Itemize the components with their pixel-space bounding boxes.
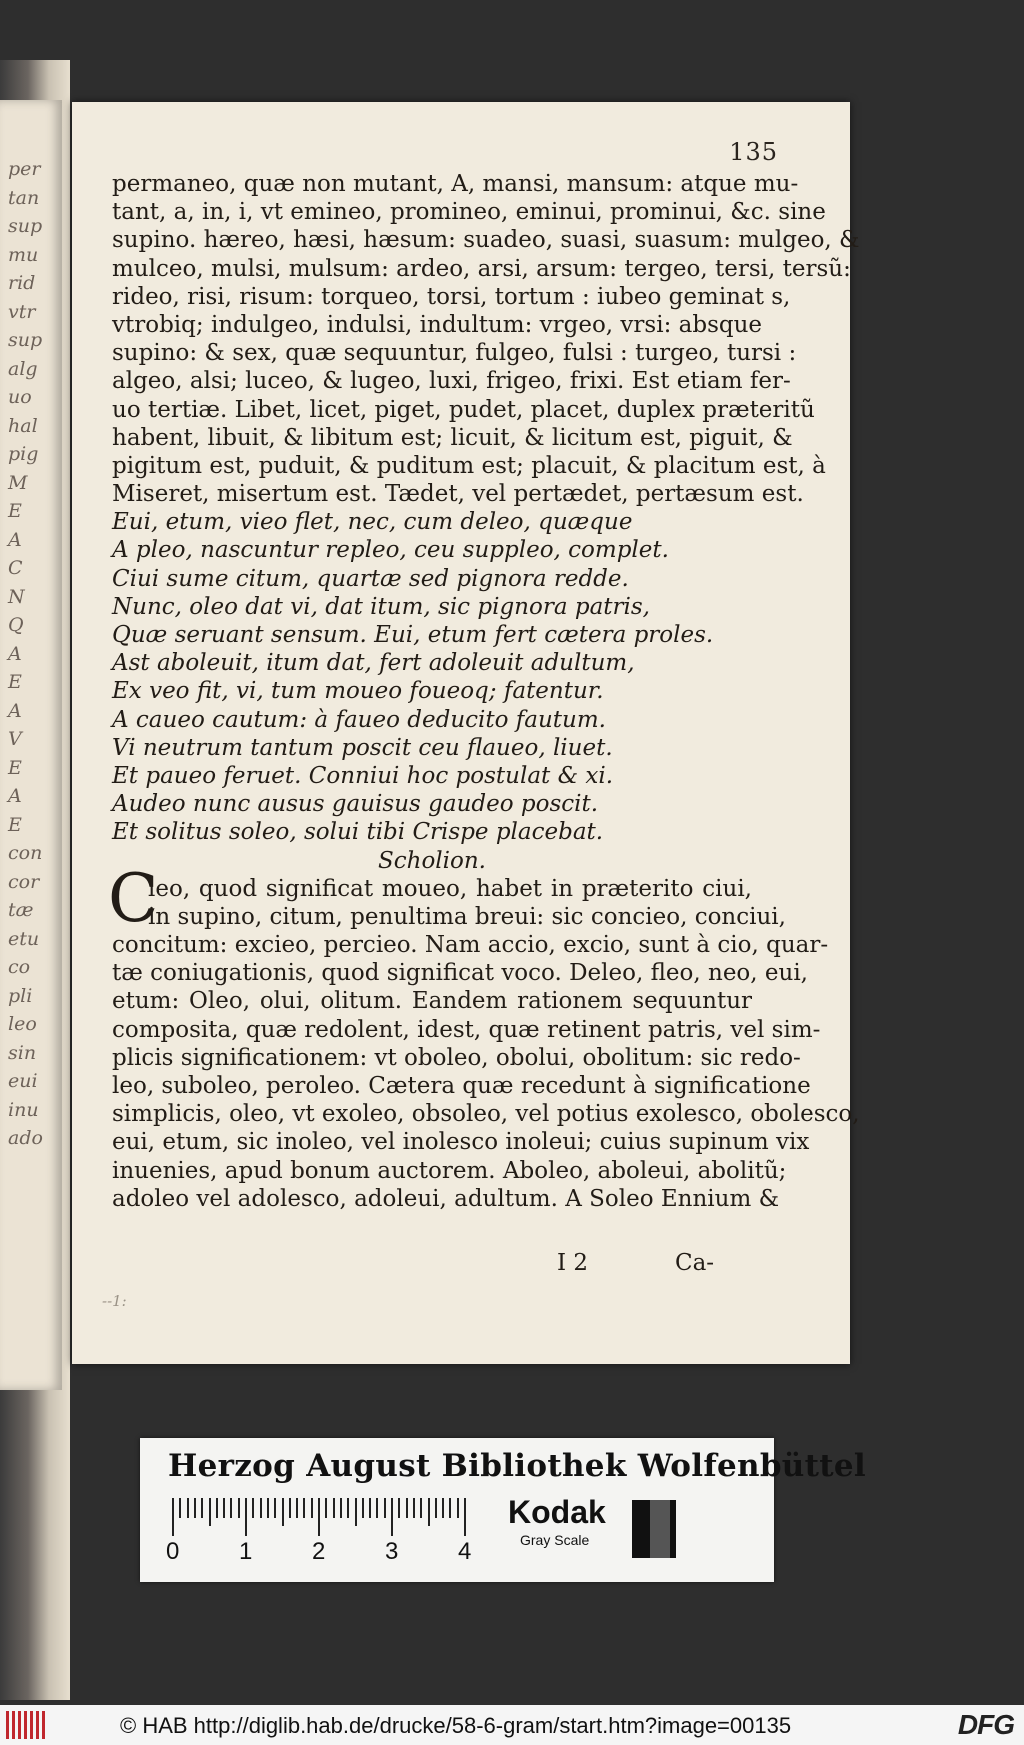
ruler-tick <box>376 1498 378 1518</box>
text-line: Nunc, oleo dat vi, dat itum, sic pignora patris, <box>112 593 650 620</box>
text-line: Et solitus soleo, solui tibi Crispe placebat. <box>112 819 604 846</box>
left-page-text-fragment: tæ <box>8 899 34 921</box>
ruler-tick <box>398 1498 400 1518</box>
ruler-tick <box>274 1498 276 1518</box>
left-page-text-fragment: M <box>8 471 28 494</box>
text-line: mulceo, mulsi, mulsum: ardeo, arsi, arsum: tergeo, tersi, tersũ: <box>112 255 851 282</box>
logo-stripe <box>24 1711 27 1739</box>
ruler-tick <box>201 1498 203 1518</box>
text-line: A pleo, nascuntur repleo, ceu suppleo, complet. <box>112 537 669 564</box>
left-page-text-fragment: hal <box>8 414 38 437</box>
left-page-text-fragment: V <box>8 728 22 750</box>
left-page-text-fragment: eui <box>8 1070 38 1092</box>
text-line: supino: & sex, quæ sequuntur, fulgeo, fulsi : turgeo, tursi : <box>112 340 797 367</box>
text-line: adoleo vel adolesco, adoleui, adultum. A Soleo Ennium & <box>112 1185 780 1212</box>
left-page-text-fragment: pli <box>8 984 33 1007</box>
ruler-tick <box>384 1498 386 1518</box>
left-page-text-fragment: sup <box>8 215 43 237</box>
logo-stripe <box>36 1711 39 1739</box>
ruler-tick <box>464 1498 466 1536</box>
calibration-strip <box>140 1438 866 1582</box>
ruler-tick <box>362 1498 364 1518</box>
pencil-mark: --1: <box>102 1292 127 1310</box>
text-line: in supino, citum, penultima breui: sic concieo, conciui, <box>148 903 786 930</box>
ruler-tick <box>209 1498 211 1526</box>
page-number: 135 <box>729 138 778 166</box>
ruler-tick <box>289 1498 291 1518</box>
ruler-tick <box>194 1498 196 1518</box>
left-page-text-fragment: E <box>8 813 22 836</box>
ruler-number: 0 <box>166 1538 180 1565</box>
text-line: rideo, risi, risum: torqueo, torsi, tortum : iubeo geminat s, <box>112 283 791 310</box>
text-line: Quæ seruant sensum. Eui, etum fert cætera proles. <box>112 622 714 648</box>
ruler-tick <box>428 1498 430 1526</box>
left-page-text-fragment: A <box>8 699 22 722</box>
section-heading: Scholion. <box>378 847 486 874</box>
left-page-text-fragment: inu <box>8 1098 39 1121</box>
left-page-text-fragment: E <box>8 756 22 779</box>
left-page-text-fragment: mu <box>8 243 39 266</box>
ruler-tick <box>449 1498 451 1518</box>
left-page-text-fragment: A <box>8 642 22 665</box>
left-page-text-fragment: vtr <box>8 300 36 323</box>
ruler-tick <box>238 1498 240 1518</box>
drop-cap: C <box>108 859 159 937</box>
hab-logo-icon <box>6 1711 48 1739</box>
left-page-text-fragment: cor <box>8 870 40 893</box>
signature-mark: I 2 <box>557 1250 589 1276</box>
left-page-text-fragment: ado <box>8 1127 43 1149</box>
left-page-text-fragment: etu <box>8 927 40 950</box>
gray-scale-label: Gray Scale <box>520 1532 590 1548</box>
ruler-tick <box>347 1498 349 1518</box>
left-page-text-fragment: per <box>8 158 41 180</box>
ruler-tick <box>260 1498 262 1518</box>
text-line: uo tertiæ. Libet, licet, piget, pudet, placet, duplex præteritũ <box>112 396 815 423</box>
ruler-tick <box>245 1498 247 1536</box>
text-line: Ciui sume citum, quartæ sed pignora redde. <box>112 565 629 592</box>
ruler-number: 1 <box>239 1538 253 1565</box>
ruler-number: 4 <box>458 1538 472 1565</box>
ruler-tick <box>296 1498 298 1518</box>
ruler-tick <box>333 1498 335 1518</box>
book-page <box>72 102 860 1364</box>
left-page-text-fragment: pig <box>8 443 39 465</box>
ruler-tick <box>420 1498 422 1518</box>
text-line: habent, libuit, & libitum est; licuit, & licitum est, piguit, & <box>112 424 793 451</box>
left-page-text-fragment: co <box>8 956 31 978</box>
text-line: tæ coniugationis, quod significat voco. Deleo, fleo, neo, eui, <box>112 960 808 987</box>
ruler-tick <box>267 1498 269 1518</box>
text-line: permaneo, quæ non mutant, A, mansi, mansum: atque mu- <box>112 171 799 197</box>
ruler-tick <box>187 1498 189 1518</box>
ruler <box>172 1498 472 1536</box>
left-page-text-fragment: Q <box>8 614 24 636</box>
library-name: Herzog August Bibliothek Wolfenbüttel <box>168 1448 866 1484</box>
kodak-logo: Kodak <box>508 1494 606 1530</box>
ruler-tick <box>406 1498 408 1518</box>
ruler-tick <box>355 1498 357 1526</box>
ruler-tick <box>340 1498 342 1518</box>
left-page-text-fragment: A <box>8 528 22 551</box>
ruler-tick <box>172 1498 174 1536</box>
ruler-number: 3 <box>385 1538 399 1565</box>
ruler-tick <box>325 1498 327 1518</box>
left-page-text-fragment: uo <box>8 386 32 408</box>
text-line: etum: Oleo, olui, olitum. Eandem rationem sequuntur <box>112 988 752 1015</box>
catchword: Ca- <box>675 1250 715 1276</box>
text-line: Miseret, misertum est. Tædet, vel pertædet, pertæsum est. <box>112 481 804 508</box>
ruler-tick <box>223 1498 225 1518</box>
text-line: Ast aboleuit, itum dat, fert adoleuit adultum, <box>112 650 635 677</box>
logo-stripe <box>30 1711 33 1739</box>
text-line: inuenies, apud bonum auctorem. Aboleo, aboleui, abolitũ; <box>112 1157 787 1184</box>
left-page-text-fragment: N <box>8 585 25 608</box>
text-line: Et paueo feruet. Conniui hoc postulat & xi. <box>112 762 614 789</box>
ruler-tick <box>413 1498 415 1518</box>
text-line: concitum: excieo, percieo. Nam accio, excio, sunt à cio, quar- <box>112 932 829 959</box>
logo-stripe <box>6 1711 9 1739</box>
ruler-tick <box>391 1498 393 1536</box>
text-line: Eui, etum, vieo flet, nec, cum deleo, quæque <box>112 509 633 536</box>
text-line: composita, quæ redolent, idest, quæ retinent patris, vel sim- <box>112 1016 821 1043</box>
logo-stripe <box>42 1711 45 1739</box>
ruler-tick <box>179 1498 181 1518</box>
text-line: algeo, alsi; luceo, & lugeo, luxi, frigeo, frixi. Est etiam fer- <box>112 368 791 395</box>
left-page-text-fragment: C <box>8 557 23 579</box>
left-page-text-fragment: A <box>8 785 22 807</box>
left-page-text-fragment: E <box>8 500 22 522</box>
text-line-content: leo, quod significat moueo, habet in præterito ciui, <box>148 875 752 902</box>
text-line: leo, suboleo, peroleo. Cætera quæ recedunt à significatione <box>112 1073 811 1099</box>
ruler-tick <box>369 1498 371 1518</box>
left-page-text-fragment: leo <box>8 1013 37 1035</box>
viewer-footer <box>0 1705 1024 1745</box>
gray-patch-mid <box>650 1500 670 1558</box>
ruler-tick <box>282 1498 284 1526</box>
left-page-text-fragment: con <box>8 842 43 864</box>
left-page-text-fragment: tan <box>8 186 40 209</box>
ruler-tick <box>442 1498 444 1518</box>
text-line: simplicis, oleo, vt exoleo, obsoleo, vel potius exolesco, obolesco, <box>112 1101 860 1128</box>
ruler-tick <box>216 1498 218 1518</box>
dfg-logo: DFG <box>957 1709 1014 1740</box>
ruler-tick <box>457 1498 459 1518</box>
text-line: eui, etum, sic inoleo, vel inolesco inoleui; cuius supinum vix <box>112 1129 810 1156</box>
left-page-text-fragment: rid <box>8 272 36 294</box>
ruler-tick <box>303 1498 305 1518</box>
page-text <box>108 170 860 1213</box>
ruler-number: 2 <box>312 1538 326 1565</box>
text-line: pigitum est, puduit, & puditum est; placuit, & placitum est, à <box>112 452 826 479</box>
text-line: Audeo nunc ausus gauisus gaudeo poscit. <box>112 791 599 818</box>
ruler-tick <box>318 1498 320 1536</box>
left-page-text-fragment: sin <box>8 1041 37 1064</box>
logo-stripe <box>18 1711 21 1739</box>
left-page-text-fragment: alg <box>8 357 38 380</box>
text-line: vtrobiq; indulgeo, indulsi, indultum: vrgeo, vrsi: absque <box>112 311 763 338</box>
left-page-fragment <box>0 100 62 1390</box>
text-line: Vi neutrum tantum poscit ceu flaueo, liuet. <box>112 734 613 761</box>
ruler-tick <box>230 1498 232 1518</box>
text-line: Ex veo fit, vi, tum moueo foueoq; fatentur. <box>112 678 604 705</box>
ruler-tick <box>311 1498 313 1518</box>
left-page-text-fragment: sup <box>8 329 43 351</box>
text-line: A caueo cautum: à faueo deducito fautum. <box>112 706 606 733</box>
copyright-url[interactable]: © HAB http://diglib.hab.de/drucke/58-6-gram/start.htm?image=00135 <box>120 1713 792 1738</box>
text-line: plicis significationem: vt oboleo, obolui, obolitum: sic redo- <box>112 1044 801 1071</box>
ruler-tick <box>435 1498 437 1518</box>
logo-stripe <box>12 1711 15 1739</box>
text-line: tant, a, in, i, vt emineo, promineo, eminui, prominui, &c. sine <box>112 199 826 226</box>
left-page-text-fragment: E <box>8 671 22 693</box>
ruler-tick <box>252 1498 254 1518</box>
text-line: supino. hæreo, hæsi, hæsum: suadeo, suasi, suasum: mulgeo, & <box>112 227 860 254</box>
